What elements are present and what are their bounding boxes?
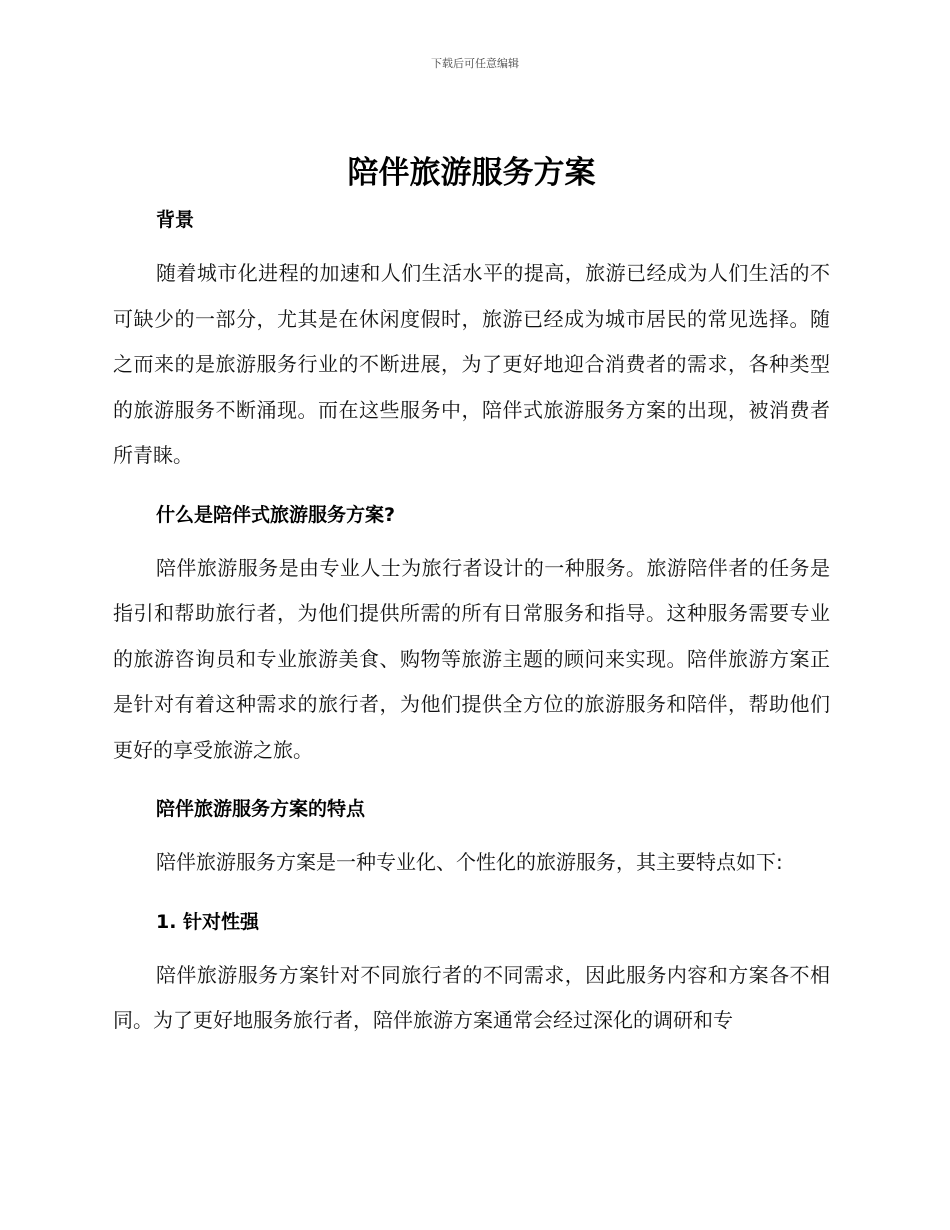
section-paragraph-what-is: 陪伴旅游服务是由专业人士为旅行者设计的一种服务。旅游陪伴者的任务是指引和帮助旅行者，为他们提供所需的所有日常服务和指导。这种服务需要专业的旅游咨询员和专业旅游美食、购物等旅游主题的顾问来实现。陪伴旅游方案正是针对有着这种需求的旅行者，为他们提供全方位的旅游服务和陪伴，帮助他们更好的享受旅游之旅。 xyxy=(113,555,830,762)
section-heading-targeted: 1. 针对性强 xyxy=(156,910,260,933)
section-paragraph-background: 随着城市化进程的加速和人们生活水平的提高，旅游已经成为人们生活的不可缺少的一部分，尤其是在休闲度假时，旅游已经成为城市居民的常见选择。随之而来的是旅游服务行业的不断进展，为了更好地迎合消费者的需求，各种类型的旅游服务不断涌现。而在这些服务中，陪伴式旅游服务方案的出现，被消费者所青睐。 xyxy=(113,261,830,467)
document-body xyxy=(113,148,830,1044)
section-paragraph-targeted: 陪伴旅游服务方案针对不同旅行者的不同需求，因此服务内容和方案各不相同。为了更好地服务旅行者，陪伴旅游方案通常会经过深化的调研和专 xyxy=(113,962,830,1032)
section-heading-features: 陪伴旅游服务方案的特点 xyxy=(156,798,366,820)
section-heading-background: 背景 xyxy=(156,209,195,231)
document-title: 陪伴旅游服务方案 xyxy=(347,155,596,191)
page-header-note: 下载后可任意编辑 xyxy=(431,57,519,70)
section-heading-what-is: 什么是陪伴式旅游服务方案? xyxy=(156,503,396,526)
section-paragraph-features: 陪伴旅游服务方案是一种专业化、个性化的旅游服务，其主要特点如下: xyxy=(156,850,783,874)
